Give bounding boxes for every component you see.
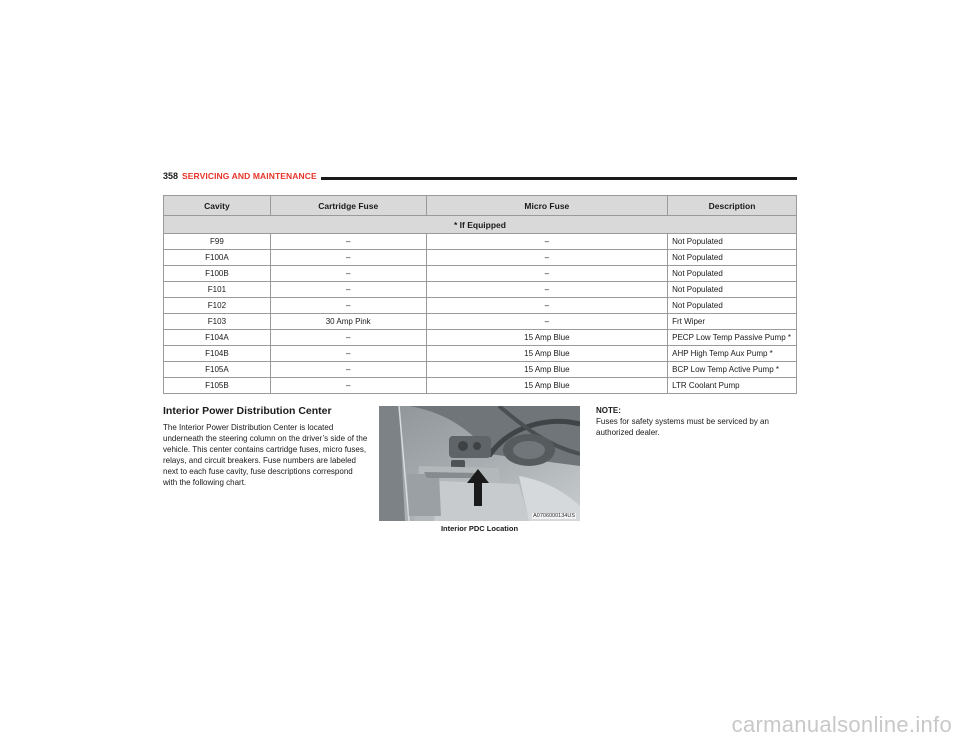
cell-cartridge: – <box>270 266 426 282</box>
cell-cartridge: – <box>270 330 426 346</box>
cell-cavity: F103 <box>164 314 271 330</box>
cell-micro: – <box>426 250 668 266</box>
cell-description: BCP Low Temp Active Pump * <box>668 362 797 378</box>
cell-description: Not Populated <box>668 266 797 282</box>
cell-cartridge: – <box>270 282 426 298</box>
cell-micro: – <box>426 314 668 330</box>
cell-micro: 15 Amp Blue <box>426 378 668 394</box>
table-row <box>164 346 797 362</box>
cell-cartridge: – <box>270 298 426 314</box>
cell-cavity: F99 <box>164 234 271 250</box>
watermark: carmanualsonline.info <box>731 712 952 737</box>
cell-micro: – <box>426 266 668 282</box>
page-number: 358 <box>163 171 179 181</box>
if-equipped-row <box>164 216 797 234</box>
cell-description: Not Populated <box>668 250 797 266</box>
cell-micro: – <box>426 234 668 250</box>
cell-cavity: F102 <box>164 298 271 314</box>
cell-description: PECP Low Temp Passive Pump * <box>668 330 797 346</box>
table-row <box>164 330 797 346</box>
cell-cartridge: – <box>270 378 426 394</box>
cell-description: Not Populated <box>668 282 797 298</box>
cell-cavity: F104A <box>164 330 271 346</box>
note-body: Fuses for safety systems must be serviced by an authorized dealer. <box>596 417 769 437</box>
table-row <box>164 314 797 330</box>
section-body: The Interior Power Distribution Center is located underneath the steering column on the driver’s side of the vehicle. This center contains cartridge fuses, micro fuses, relays, and circuit breakers. Fuse numbers are labeled next to each fuse cavity, fuse descriptions correspond with the following chart. <box>163 423 368 487</box>
table-row <box>164 282 797 298</box>
cell-micro: 15 Amp Blue <box>426 330 668 346</box>
cell-cavity: F105A <box>164 362 271 378</box>
dashboard-illustration <box>379 406 580 521</box>
cell-description: Frt Wiper <box>668 314 797 330</box>
cell-micro: 15 Amp Blue <box>426 362 668 378</box>
figure-code: A0706000134US <box>533 513 575 519</box>
cell-cartridge: 30 Amp Pink <box>270 314 426 330</box>
table-row <box>164 250 797 266</box>
cell-description: AHP High Temp Aux Pump * <box>668 346 797 362</box>
cell-cavity: F100B <box>164 266 271 282</box>
figure-caption: Interior PDC Location <box>440 524 519 533</box>
cell-cartridge: – <box>270 250 426 266</box>
header-rule <box>321 177 797 180</box>
cell-cavity: F105B <box>164 378 271 394</box>
cell-cartridge: – <box>270 362 426 378</box>
cell-cavity: F101 <box>164 282 271 298</box>
section-title: SERVICING AND MAINTENANCE <box>182 171 317 181</box>
table-header-row <box>164 196 797 216</box>
cell-cartridge: – <box>270 346 426 362</box>
if-equipped-note: * If Equipped <box>164 216 797 234</box>
cell-description: Not Populated <box>668 234 797 250</box>
cell-cartridge: – <box>270 234 426 250</box>
cell-cavity: F104B <box>164 346 271 362</box>
cell-description: LTR Coolant Pump <box>668 378 797 394</box>
cell-cavity: F100A <box>164 250 271 266</box>
column-header-cavity: Cavity <box>164 196 271 216</box>
interior-pdc-photo <box>379 406 580 521</box>
table-row <box>164 298 797 314</box>
table-row <box>164 266 797 282</box>
table-row <box>164 362 797 378</box>
note-title: NOTE: <box>596 406 621 415</box>
column-header-micro-fuse: Micro Fuse <box>426 196 668 216</box>
cell-description: Not Populated <box>668 298 797 314</box>
column-header-description: Description <box>668 196 797 216</box>
page-header <box>163 171 797 185</box>
cell-micro: 15 Amp Blue <box>426 346 668 362</box>
section-heading: Interior Power Distribution Center <box>163 405 332 417</box>
cell-micro: – <box>426 282 668 298</box>
cell-micro: – <box>426 298 668 314</box>
column-header-cartridge-fuse: Cartridge Fuse <box>270 196 426 216</box>
table-row <box>164 378 797 394</box>
table-row <box>164 234 797 250</box>
fuse-table <box>163 195 797 394</box>
